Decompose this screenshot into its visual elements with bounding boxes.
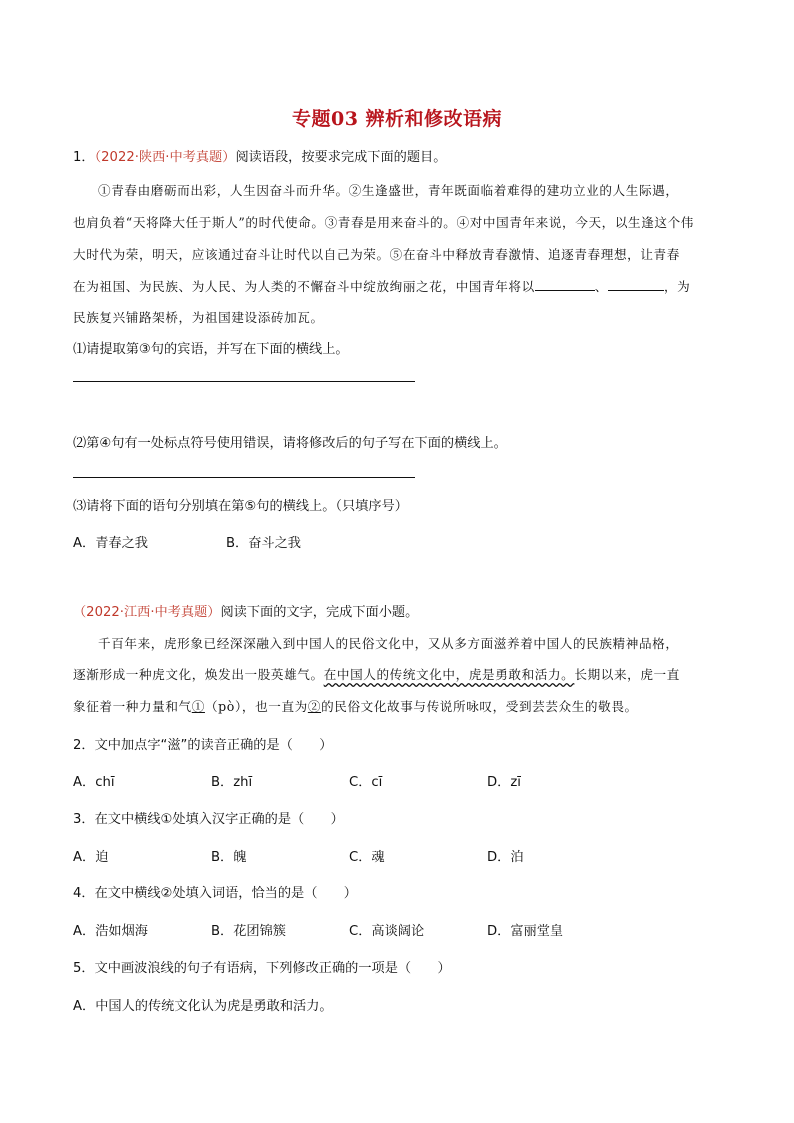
passage-2-line-3-d: 的民俗文化故事与传说所咏叹，受到芸芸众生的敬畏。 — [321, 699, 638, 714]
question-1-source: （2022·陕西·中考真题） — [94, 150, 236, 165]
question-1-number: 1． — [73, 150, 95, 165]
question-1-instruction: 阅读语段，按要求完成下面的题目。 — [235, 150, 447, 165]
page-title: 专题03 辨析和修改语病 — [291, 108, 503, 130]
sub-question-1: ⑴请提取第③句的宾语，并写在下面的横线上。 — [73, 342, 349, 357]
q3-option-c[interactable]: C．魂 — [349, 850, 385, 865]
blank-separator: 、 — [594, 279, 608, 294]
q3-option-d[interactable]: D．泊 — [487, 850, 524, 865]
q4-option-b[interactable]: B．花团锦簇 — [211, 924, 286, 939]
passage-1-line-4-text: 在为祖国、为民族、为人民、为人类的不懈奋斗中绽放绚丽之花，中国青年将以 — [73, 279, 535, 294]
q2-option-a[interactable]: A．chī — [73, 775, 115, 790]
question-4-stem: 4．在文中横线②处填入词语，恰当的是（ ） — [73, 886, 357, 901]
passage-1-line-2: 也肩负着“天将降大任于斯人”的时代使命。③青春是用来奋斗的。④对中国青年来说，今天，以生逢这个伟 — [73, 215, 694, 230]
sub-question-2: ⑵第④句有一处标点符号使用错误，请将修改后的句子写在下面的横线上。 — [73, 436, 507, 451]
group-2-header — [73, 601, 418, 620]
q1-option-a[interactable]: A．青春之我 — [73, 536, 148, 551]
q2-option-d[interactable]: D．zī — [487, 775, 521, 790]
q5-option-a[interactable]: A．中国人的传统文化认为虎是勇敢和活力。 — [73, 999, 333, 1014]
passage-1-line-4-tail: ，为 — [663, 279, 691, 294]
sub-question-3: ⑶请将下面的语句分别填在第⑤句的横线上。（只填序号） — [73, 499, 408, 514]
group-2-source: （2022·江西·中考真题） — [73, 605, 221, 620]
passage-2-line-2-a: 逐渐形成一种虎文化，焕发出一股英雄气。 — [73, 667, 324, 682]
passage-2-line-3-c: （pò），也一直为 — [204, 699, 308, 714]
q2-option-c[interactable]: C．cī — [349, 775, 383, 790]
passage-2-line-2 — [73, 664, 680, 683]
question-2-stem: 2．文中加点字“滋”的读音正确的是（ ） — [73, 738, 333, 753]
q3-option-b[interactable]: B．魄 — [211, 850, 247, 865]
question-3-stem: 3．在文中横线①处填入汉字正确的是（ ） — [73, 812, 344, 827]
passage-2-line-3-a: 象征着一种力量和气 — [73, 699, 192, 714]
q4-option-d[interactable]: D．富丽堂皇 — [487, 924, 564, 939]
passage-2-line-2-b: 长期以来，虎一直 — [574, 667, 680, 682]
q4-option-c[interactable]: C．高谈阔论 — [349, 924, 425, 939]
passage-1-line-4 — [73, 276, 690, 295]
answer-line-1[interactable] — [73, 381, 415, 382]
q1-option-b[interactable]: B．奋斗之我 — [226, 536, 301, 551]
answer-line-2[interactable] — [73, 477, 415, 478]
blank-marker-1: ① — [191, 699, 205, 714]
passage-2-line-1: 千百年来，虎形象已经深深融入到中国人的民俗文化中，又从多方面滋养着中国人的民族精神品格， — [98, 636, 679, 651]
wavy-underlined-sentence: 在中国人的传统文化中，虎是勇敢和活力。 — [323, 667, 575, 682]
q3-option-a[interactable]: A．迫 — [73, 850, 109, 865]
fill-blank-1[interactable] — [535, 278, 595, 291]
q4-option-a[interactable]: A．浩如烟海 — [73, 924, 148, 939]
blank-marker-2: ② — [307, 699, 322, 714]
passage-1-line-5: 民族复兴铺路架桥，为祖国建设添砖加瓦。 — [73, 310, 324, 325]
passage-2-line-3 — [73, 696, 638, 715]
q2-option-b[interactable]: B．zhī — [211, 775, 253, 790]
group-2-instruction: 阅读下面的文字，完成下面小题。 — [220, 605, 419, 620]
question-1-header — [73, 146, 446, 165]
passage-1-line-3: 大时代为荣，明天，应该通过奋斗让时代以自己为荣。⑤在奋斗中释放青春激情、追逐青春理想，让青春 — [73, 247, 680, 262]
fill-blank-2[interactable] — [608, 278, 664, 291]
question-5-stem: 5．文中画波浪线的句子有语病，下列修改正确的一项是（ ） — [73, 961, 451, 976]
passage-1-line-1: ①青春由磨砺而出彩，人生因奋斗而升华。②生逢盛世，青年既面临着难得的建功立业的人生际遇， — [98, 183, 679, 198]
